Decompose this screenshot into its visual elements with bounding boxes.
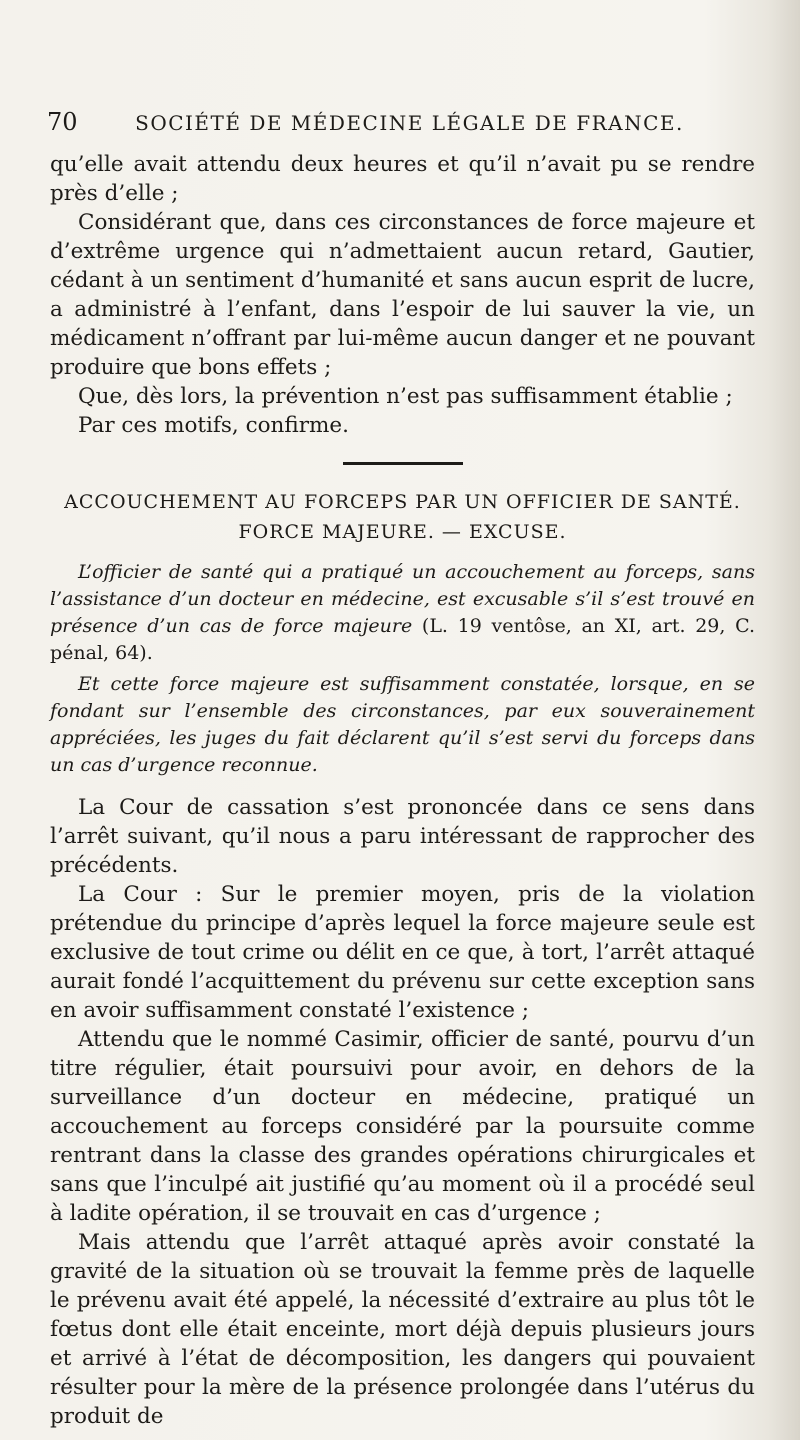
section-title [50, 487, 755, 547]
summary-text: L’officier de santé qui a pratiqué un accouchement au forceps, sans l’assistance d’un docteur en médecine, est excusable s’il s’est trouvé en présence d’un cas de force majeure [50, 561, 755, 637]
page-header [47, 108, 752, 136]
paragraph: Considérant que, dans ces circonstances de force majeure et d’extrême urgence qui n’admettaient aucun retard, Gautier, cédant à un sentiment d’humanité et sans aucun esprit de lucre, a administré à l’enfant, dans l’espoir de lui sauver la vie, un médicament n’offrant par lui-même aucun danger et ne pouvant produire que bons effets ; [50, 210, 755, 380]
paragraph: qu’elle avait attendu deux heures et qu’il n’avait pu se rendre près d’elle ; [50, 152, 755, 206]
section-divider [343, 462, 463, 465]
summary-paragraph: Et cette force majeure est suffisamment constatée, lorsque, en se fondant sur l’ensemble des circonstances, par eux souverainement appréciées, les juges du fait déclarent qu’il s’est servi du forceps dans un cas d’urgence reconnue. [50, 673, 755, 776]
paragraph: Que, dès lors, la prévention n’est pas suffisamment établie ; [78, 384, 733, 409]
page-body [50, 150, 755, 1431]
page-number: 70 [47, 108, 78, 136]
paragraph: Par ces motifs, confirme. [78, 413, 349, 438]
paragraph: Mais attendu que l’arrêt attaqué après avoir constaté la gravité de la situation où se trouvait la femme près de laquelle le prévenu avait été appelé, la nécessité d’extraire au plus tôt le fœtus dont elle était enceinte, mort déjà depuis plusieurs jours et arrivé à l’état de décomposition, les dangers qui pouvaient résulter pour la mère de la présence prolongée dans l’utérus du produit de [50, 1230, 755, 1429]
paragraph: La Cour de cassation s’est prononcée dans ce sens dans l’arrêt suivant, qu’il nous a paru intéressant de rapprocher des précédents. [50, 795, 755, 878]
summary-paragraph [50, 559, 755, 667]
section-title-line: ACCOUCHEMENT AU FORCEPS PAR UN OFFICIER DE SANTÉ. [64, 491, 741, 513]
legal-reference: (L. 19 ventôse, an XI, art. 29, C. pénal, 64). [50, 615, 755, 664]
paragraph: Attendu que le nommé Casimir, officier de santé, pourvu d’un titre régulier, était poursuivi pour avoir, en dehors de la surveillance d’un docteur en médecine, pratiqué un accouchement au forceps considéré par la poursuite comme rentrant dans la classe des grandes opérations chirurgicales et sans que l’inculpé ait justifié qu’au moment où il a procédé seul à ladite opération, il se trouvait en cas d’urgence ; [50, 1027, 755, 1226]
section-title-line: FORCE MAJEURE. — EXCUSE. [238, 521, 567, 543]
paragraph: La Cour : Sur le premier moyen, pris de la violation prétendue du principe d’après lequel la force majeure seule est exclusive de tout crime ou délit en ce que, à tort, l’arrêt attaqué aurait fondé l’acquittement du prévenu sur cette exception sans en avoir suffisamment constaté l’existence ; [50, 882, 755, 1023]
summary-block [50, 559, 755, 779]
running-title: SOCIÉTÉ DE MÉDECINE LÉGALE DE FRANCE. [135, 111, 684, 135]
